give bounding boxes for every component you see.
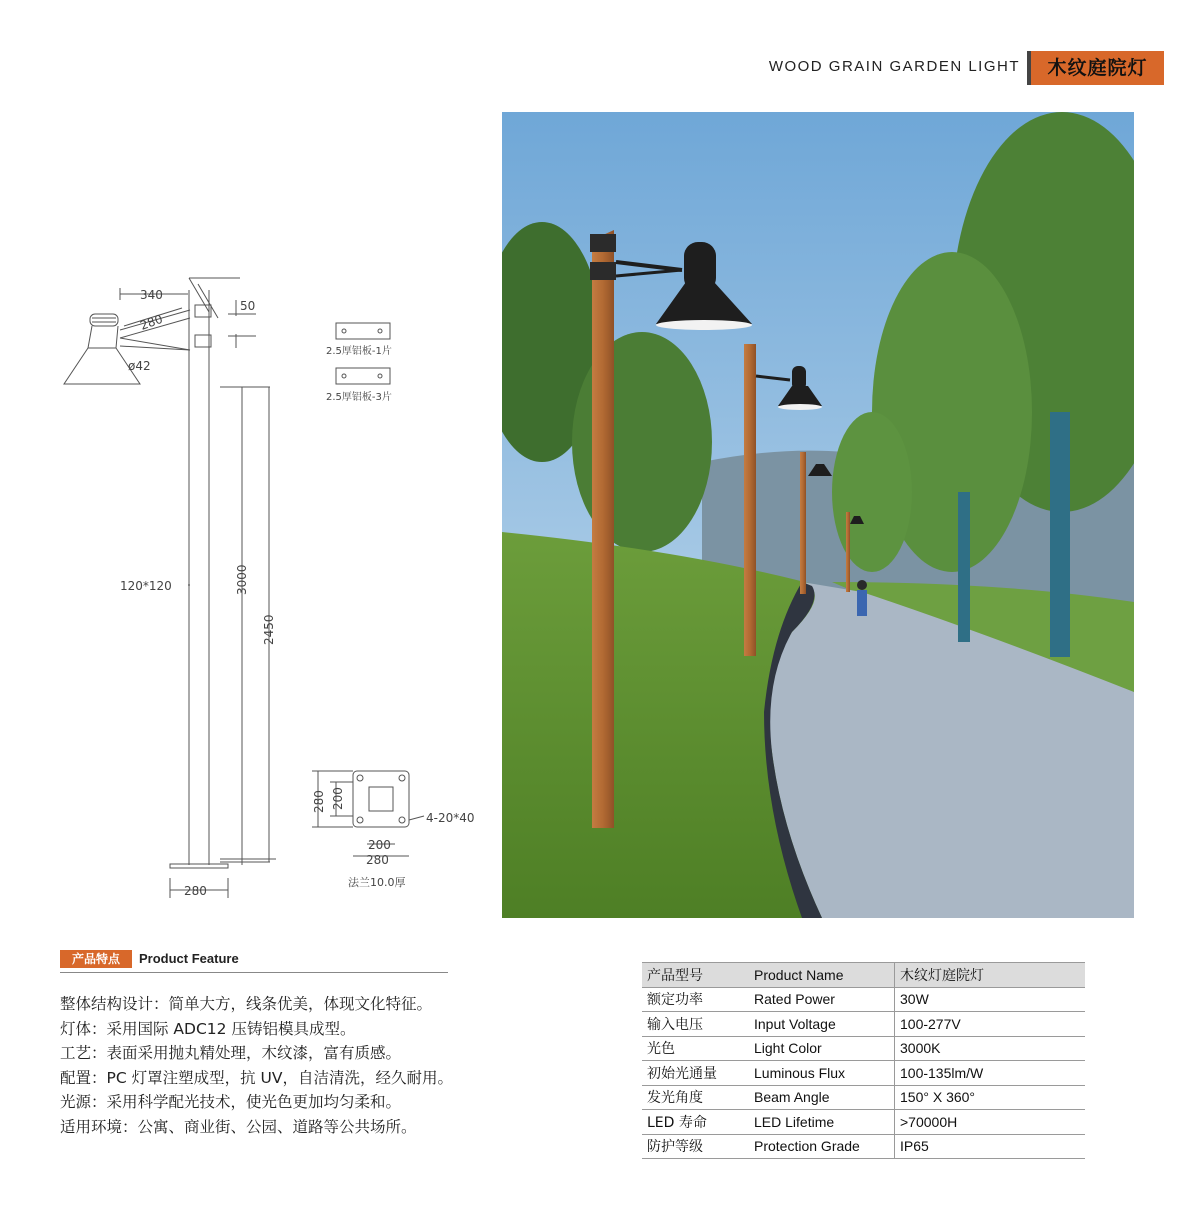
spec-value: 3000K: [895, 1036, 1086, 1061]
feature-tag: 产品特点: [60, 950, 132, 968]
dim-arm-diag: 280: [138, 311, 165, 333]
feature-item: 光源：采用科学配光技术，使光色更加均匀柔和。: [60, 1093, 402, 1111]
dim-bolt-holes: 4-20*40: [426, 811, 475, 825]
dim-top: 50: [240, 299, 256, 313]
spec-label-en: Beam Angle: [749, 1085, 895, 1110]
feature-item: 整体结构设计：简单大方，线条优美，体现文化特征。: [60, 995, 433, 1013]
feature-divider: [60, 972, 448, 973]
spec-value: 30W: [895, 987, 1086, 1012]
spec-value: >70000H: [895, 1110, 1086, 1135]
table-row: [642, 1110, 1085, 1135]
spec-label-cn: 输入电压: [642, 1012, 749, 1037]
dim-flange-inner: 200: [331, 787, 345, 810]
spec-label-en: Rated Power: [749, 987, 895, 1012]
table-row: [642, 963, 1085, 988]
feature-list: [60, 992, 530, 1139]
dim-flange-w-inner: 200: [368, 838, 391, 852]
spec-value: 150° X 360°: [895, 1085, 1086, 1110]
spec-label-en: Luminous Flux: [749, 1061, 895, 1086]
header-title-en: WOOD GRAIN GARDEN LIGHT: [768, 58, 1020, 75]
dim-flange-w-outer: 280: [366, 853, 389, 867]
spec-value: IP65: [895, 1134, 1086, 1159]
spec-value: 木纹灯庭院灯: [895, 963, 1086, 988]
header-title-cn: 木纹庭院灯: [1031, 51, 1164, 85]
table-row: [642, 1012, 1085, 1037]
spec-label-cn: 初始光通量: [642, 1061, 749, 1086]
spec-table: [642, 962, 1085, 1159]
plate1-label: 2.5厚铝板-1片: [326, 346, 392, 357]
flange-label: 法兰10.0厚: [348, 876, 406, 889]
feature-title: Product Feature: [139, 951, 239, 966]
table-row: [642, 1036, 1085, 1061]
feature-item: 工艺：表面采用抛丸精处理，木纹漆，富有质感。: [60, 1044, 402, 1062]
spec-label-cn: LED 寿命: [642, 1110, 749, 1135]
spec-label-cn: 发光角度: [642, 1085, 749, 1110]
dim-pipe-dia: ø42: [128, 359, 151, 373]
spec-label-en: Protection Grade: [749, 1134, 895, 1159]
table-row: [642, 1061, 1085, 1086]
feature-item: 灯体：采用国际 ADC12 压铸铝模具成型。: [60, 1019, 356, 1038]
spec-label-en: Product Name: [749, 963, 895, 988]
table-row: [642, 1085, 1085, 1110]
spec-label-en: Input Voltage: [749, 1012, 895, 1037]
table-row: [642, 1134, 1085, 1159]
spec-label-en: LED Lifetime: [749, 1110, 895, 1135]
product-photo: [502, 112, 1134, 918]
dim-flange-outer: 280: [312, 790, 326, 813]
spec-value: 100-135lm/W: [895, 1061, 1086, 1086]
spec-value: 100-277V: [895, 1012, 1086, 1037]
technical-drawing: [40, 250, 500, 910]
table-row: [642, 987, 1085, 1012]
dim-arm-length: 340: [140, 288, 163, 302]
dim-pole-section: 120*120: [120, 579, 172, 593]
feature-item: 适用环境：公寓、商业街、公园、道路等公共场所。: [60, 1117, 417, 1136]
spec-label-en: Light Color: [749, 1036, 895, 1061]
spec-label-cn: 防护等级: [642, 1134, 749, 1159]
feature-header: [60, 950, 448, 972]
spec-label-cn: 产品型号: [642, 963, 749, 988]
dim-base-width: 280: [184, 884, 207, 898]
dim-pole-height: 2450: [262, 614, 276, 645]
dim-total-height: 3000: [235, 564, 249, 595]
spec-label-cn: 光色: [642, 1036, 749, 1061]
feature-item: 配置：PC 灯罩注塑成型，抗 UV，自洁清洗，经久耐用。: [60, 1068, 453, 1087]
spec-label-cn: 额定功率: [642, 987, 749, 1012]
plate2-label: 2.5厚铝板-3片: [326, 392, 392, 403]
